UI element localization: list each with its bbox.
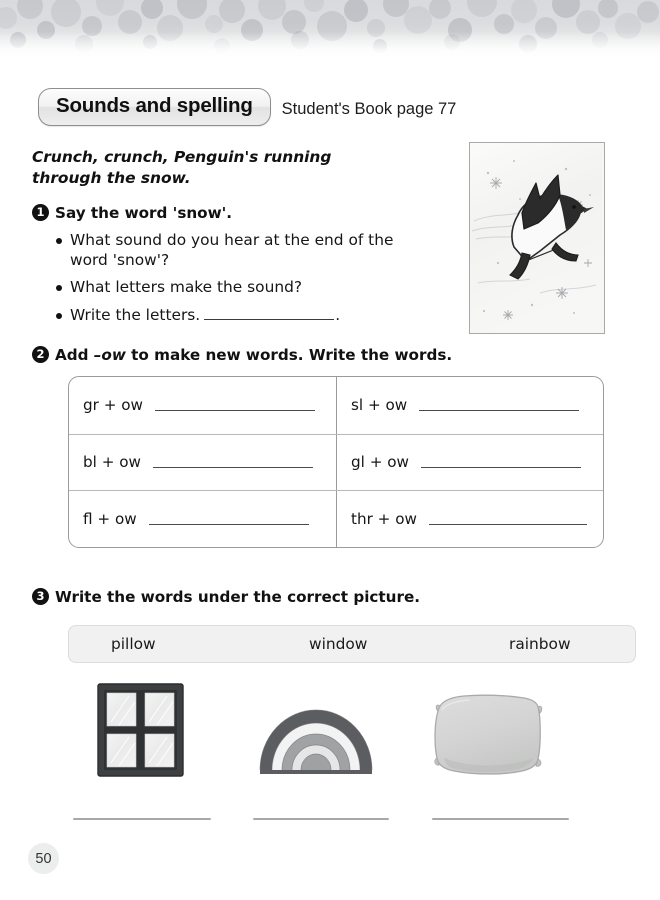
answer-blank-input[interactable] xyxy=(204,306,334,320)
pillow-picture xyxy=(430,690,550,786)
picture-answer-line[interactable] xyxy=(73,818,211,820)
table-cell xyxy=(336,377,603,434)
task-2-instruction: Add –ow to make new words. Write the words. xyxy=(55,346,453,364)
table-cell xyxy=(69,377,336,434)
answer-blank-input[interactable] xyxy=(429,513,587,525)
penguin-running-in-snow-illustration xyxy=(469,142,605,334)
list-item xyxy=(56,231,426,270)
student-book-reference: Student's Book page 77 xyxy=(281,100,457,118)
decorative-bubble xyxy=(494,14,514,34)
page-title: Sounds and spelling xyxy=(38,88,271,126)
task-3 xyxy=(32,588,420,607)
word-prefix: fl + ow xyxy=(83,510,137,529)
intro-rhyme: Crunch, crunch, Penguin's running through the snow. xyxy=(32,148,332,187)
task-number-badge: 2 xyxy=(32,346,49,363)
decorative-bubble xyxy=(205,15,223,33)
answer-blank-input[interactable] xyxy=(155,399,315,411)
decorative-bubble xyxy=(467,0,497,17)
decorative-bubble xyxy=(637,1,659,23)
bullet-dot-icon xyxy=(56,313,62,319)
decorative-bubble xyxy=(344,0,368,22)
picture-answer-line[interactable] xyxy=(432,818,569,820)
decorative-bubble xyxy=(552,0,580,18)
bullet-trailing-punctuation: . xyxy=(335,305,341,324)
answer-blank-input[interactable] xyxy=(419,399,579,411)
task-2 xyxy=(32,346,452,365)
table-cell xyxy=(336,435,603,491)
bullet-dot-icon xyxy=(56,285,62,291)
word-bank-option-2[interactable]: rainbow xyxy=(509,635,571,653)
list-item xyxy=(56,278,426,298)
answer-blank-input[interactable] xyxy=(421,456,581,468)
window-picture xyxy=(95,680,187,784)
word-bank-option-1[interactable]: window xyxy=(309,635,368,653)
decorative-bubble xyxy=(511,0,537,23)
pillow-icon xyxy=(430,690,550,782)
task-number-badge: 3 xyxy=(32,588,49,605)
task-1-bullets xyxy=(56,231,426,333)
answer-blank-input[interactable] xyxy=(149,513,309,525)
table-cell xyxy=(336,491,603,547)
table-row xyxy=(69,490,603,547)
word-prefix: bl + ow xyxy=(83,453,141,472)
page-number: 50 xyxy=(28,843,59,874)
decorative-bubble xyxy=(404,6,432,34)
word-bank xyxy=(68,625,636,663)
header-fade-overlay xyxy=(0,32,660,62)
decorative-bubble xyxy=(141,0,163,19)
decorative-bubble xyxy=(304,0,324,12)
decorative-bubble xyxy=(429,0,451,19)
rainbow-picture xyxy=(255,694,377,780)
rainbow-icon xyxy=(255,694,377,776)
task-1 xyxy=(32,204,232,223)
answer-blank-input[interactable] xyxy=(153,456,313,468)
table-row xyxy=(69,434,603,491)
header-decoration-band xyxy=(0,0,660,62)
table-cell xyxy=(69,491,336,547)
decorative-bubble xyxy=(51,0,81,27)
table-cell xyxy=(69,435,336,491)
word-building-table xyxy=(68,376,604,548)
task-number-badge: 1 xyxy=(32,204,49,221)
decorative-bubble xyxy=(177,0,207,19)
task-1-instruction: Say the word 'snow'. xyxy=(55,204,233,222)
task-2-italic-suffix: –ow xyxy=(93,346,126,364)
decorative-bubble xyxy=(576,10,600,34)
penguin-illustration-svg xyxy=(470,143,602,331)
bullet-text: What letters make the sound? xyxy=(70,278,303,297)
picture-answer-line[interactable] xyxy=(253,818,389,820)
word-prefix: thr + ow xyxy=(351,510,417,529)
decorative-bubble xyxy=(118,10,142,34)
window-icon xyxy=(95,680,187,780)
word-prefix: gr + ow xyxy=(83,396,143,415)
bullet-text: Write the letters. xyxy=(70,305,201,324)
bullet-text: What sound do you hear at the end of the word 'snow'? xyxy=(70,231,394,269)
table-row xyxy=(69,377,603,434)
word-prefix: gl + ow xyxy=(351,453,409,472)
title-row xyxy=(38,88,456,126)
bullet-dot-icon xyxy=(56,238,62,244)
decorative-bubble xyxy=(17,0,43,19)
task-3-instruction: Write the words under the correct picture. xyxy=(55,588,421,606)
list-item xyxy=(56,306,426,326)
decorative-bubble xyxy=(0,7,17,29)
word-bank-option-0[interactable]: pillow xyxy=(111,635,156,653)
decorative-bubble xyxy=(219,0,245,23)
decorative-bubble xyxy=(598,0,618,18)
word-prefix: sl + ow xyxy=(351,396,408,415)
